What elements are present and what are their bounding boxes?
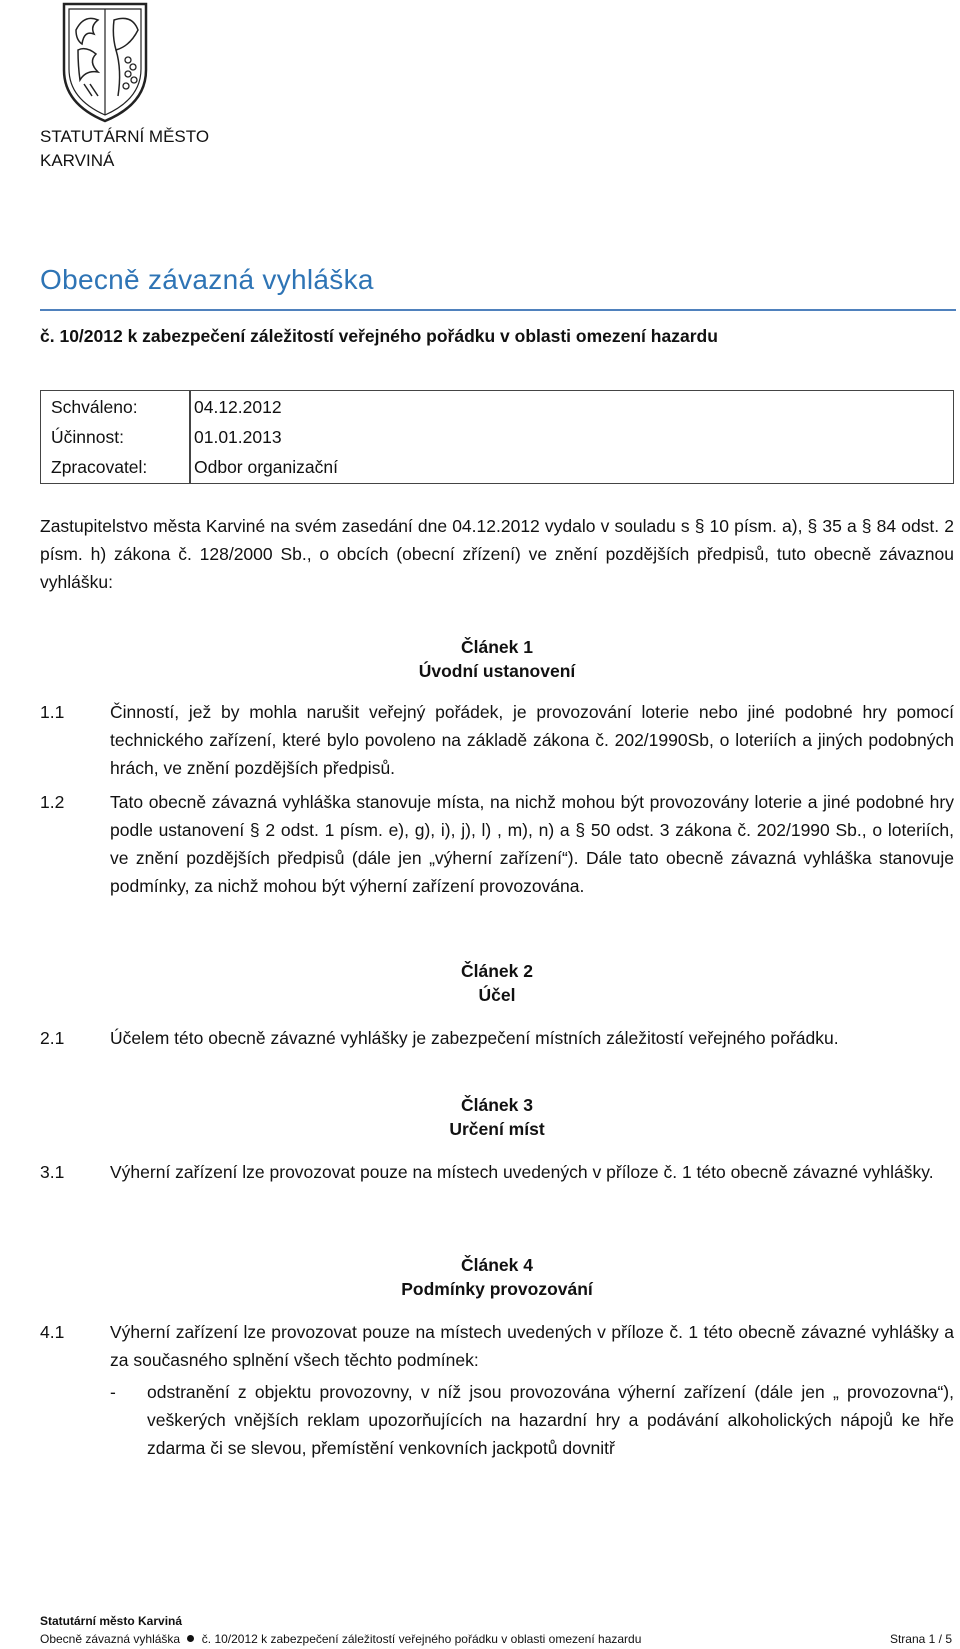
paragraph-number: 1.1 — [40, 702, 65, 722]
metadata-value: Odbor organizační — [194, 457, 338, 477]
paragraph-number: 1.2 — [40, 792, 65, 812]
metadata-table — [40, 390, 954, 484]
footer-organization: Statutární město Karviná — [40, 1614, 183, 1628]
metadata-label: Zpracovatel: — [51, 457, 148, 477]
document-subtitle: č. 10/2012 k zabezpečení záležitostí veřejného pořádku v oblasti omezení hazardu — [40, 326, 718, 346]
article-heading: Článek 2 — [461, 961, 533, 981]
paragraph-text: Účelem této obecně závazné vyhlášky je zabezpečení místních záležitostí veřejného pořádku. — [110, 1028, 839, 1048]
article-heading: Článek 1 — [461, 637, 533, 657]
article-heading: Článek 3 — [461, 1095, 533, 1115]
metadata-value: 01.01.2013 — [194, 427, 282, 447]
paragraph-text: Tato obecně závazná vyhláška stanovuje místa, na nichž mohou být provozovány loterie a jiné podobné hry podle ustanovení § 2 odst. 1 písm. e), g), i), j), l) , m), n) a § 50 odst. 3 zákona č. 202/1990 Sb., o loteriích, ve znění pozdějších předpisů (dále jen „výherní zařízení“). Dále tato obecně závazná vyhláška stanovuje podmínky, za nichž mohou být výherní zařízení provozována. — [110, 792, 954, 896]
footer-doc-subtitle: č. 10/2012 k zabezpečení záležitostí veřejného pořádku v oblasti omezení hazardu — [201, 1632, 642, 1646]
article-subheading: Určení míst — [449, 1119, 545, 1139]
bullet-dot-icon — [187, 1635, 194, 1642]
metadata-label: Schváleno: — [51, 397, 138, 417]
title-divider — [40, 309, 956, 311]
document-title: Obecně závazná vyhláška — [40, 264, 374, 295]
intro-paragraph: Zastupitelstvo města Karviné na svém zasedání dne 04.12.2012 vydalo v souladu s § 10 písm. a), § 35 a § 84 odst. 2 písm. h) zákona č. 128/2000 Sb., o obcích (obecní zřízení) ve znění pozdějších předpisů, tuto obecně závaznou vyhlášku: — [40, 516, 954, 592]
article-subheading: Podmínky provozování — [401, 1279, 593, 1299]
paragraph-text: Výherní zařízení lze provozovat pouze na místech uvedených v příloze č. 1 této obecně závazné vyhlášky. — [110, 1162, 934, 1182]
city-name-line2: KARVINÁ — [40, 151, 115, 170]
bullet-marker: - — [110, 1382, 116, 1402]
metadata-value: 04.12.2012 — [194, 397, 282, 417]
footer-doc-title: Obecně závazná vyhláška — [40, 1632, 181, 1646]
metadata-column-divider — [189, 391, 191, 483]
paragraph-number: 3.1 — [40, 1162, 65, 1182]
city-name-line1: STATUTÁRNÍ MĚSTO — [40, 127, 210, 146]
paragraph-text: Výherní zařízení lze provozovat pouze na místech uvedených v příloze č. 1 této obecně závazné vyhlášky a za současného splnění všech těchto podmínek: — [110, 1322, 954, 1370]
paragraph-number: 4.1 — [40, 1322, 65, 1342]
article-subheading: Účel — [478, 985, 516, 1005]
metadata-label: Účinnost: — [51, 427, 124, 447]
article-subheading: Úvodní ustanovení — [418, 661, 576, 681]
paragraph-text: Činností, jež by mohla narušit veřejný pořádek, je provozování loterie nebo jiné podobné hry pomocí technického zařízení, které bylo povoleno na základě zákona č. 202/1990Sb, o loteriích a jiných podobných hrách, ve znění pozdějších předpisů. — [110, 702, 954, 778]
coat-of-arms-icon — [58, 0, 152, 124]
page-number: Strana 1 / 5 — [889, 1632, 952, 1646]
bullet-text: odstranění z objektu provozovny, v níž jsou provozována výherní zařízení (dále jen „ provozovna“), veškerých vnějších reklam upozorňujících na hazardní hry a podávání alkoholických nápojů ke hře zdarma či se slevou, přemístění venkovních jackpotů dovnitř — [147, 1382, 954, 1458]
article-heading: Článek 4 — [461, 1255, 533, 1275]
paragraph-number: 2.1 — [40, 1028, 65, 1048]
footer-document — [40, 1632, 641, 1646]
